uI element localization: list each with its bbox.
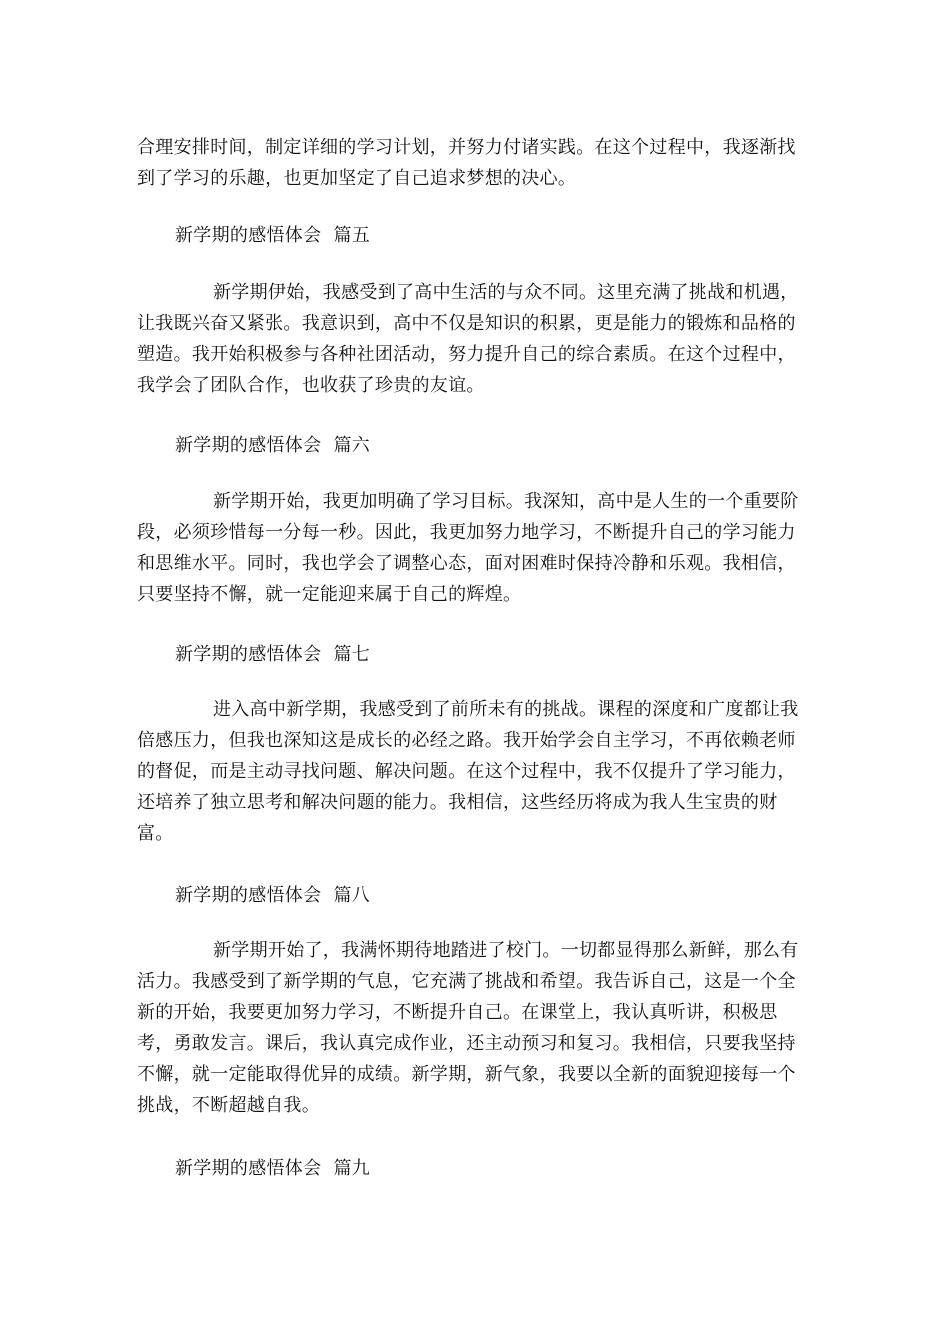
section-body-8: 新学期开始了，我满怀期待地踏进了校门。一切都显得那么新鲜，那么有活力。我感受到了新学期的气息，它充满了挑战和希望。我告诉自己，这是一个全新的开始，我要更加努力学习，不断提升自己。在课堂上，我认真听讲，积极思考，勇敢发言。课后，我认真完成作业，还主动预习和复习。我相信，只要我坚持不懈，就一定能取得优异的成绩。新学期，新气象，我要以全新的面貌迎接每一个挑战，不断超越自我。 — [137, 940, 799, 1116]
section-body-7: 进入高中新学期，我感受到了前所未有的挑战。课程的深度和广度都让我倍感压力，但我也深知这是成长的必经之路。我开始学会自主学习，不再依赖老师的督促，而是主动寻找问题、解决问题。在这个过程中，我不仅提升了学习能力，还培养了独立思考和解决问题的能力。我相信，这些经历将成为我人生宝贵的财富。 — [137, 699, 799, 844]
section-body-5: 新学期伊始，我感受到了高中生活的与众不同。这里充满了挑战和机遇，让我既兴奋又紧张。我意识到，高中不仅是知识的积累，更是能力的锻炼和品格的塑造。我开始积极参与各种社团活动，努力提升自己的综合素质。在这个过程中，我学会了团队合作，也收获了珍贵的友谊。 — [137, 282, 799, 396]
section-body-6: 新学期开始，我更加明确了学习目标。我深知，高中是人生的一个重要阶段，必须珍惜每一分每一秒。因此，我更加努力地学习，不断提升自己的学习能力和思维水平。同时，我也学会了调整心态，面对困难时保持冷静和乐观。我相信，只要坚持不懈，就一定能迎来属于自己的辉煌。 — [137, 491, 799, 605]
section-heading-8: 新学期的感悟体会 篇八 — [175, 885, 371, 906]
section-heading-6: 新学期的感悟体会 篇六 — [175, 435, 371, 456]
section-heading-5: 新学期的感悟体会 篇五 — [175, 225, 371, 246]
intro-paragraph: 合理安排时间，制定详细的学习计划，并努力付诸实践。在这个过程中，我逐渐找到了学习的乐趣，也更加坚定了自己追求梦想的决心。 — [137, 137, 796, 189]
section-heading-9: 新学期的感悟体会 篇九 — [175, 1158, 371, 1179]
section-heading-7: 新学期的感悟体会 篇七 — [175, 644, 371, 665]
